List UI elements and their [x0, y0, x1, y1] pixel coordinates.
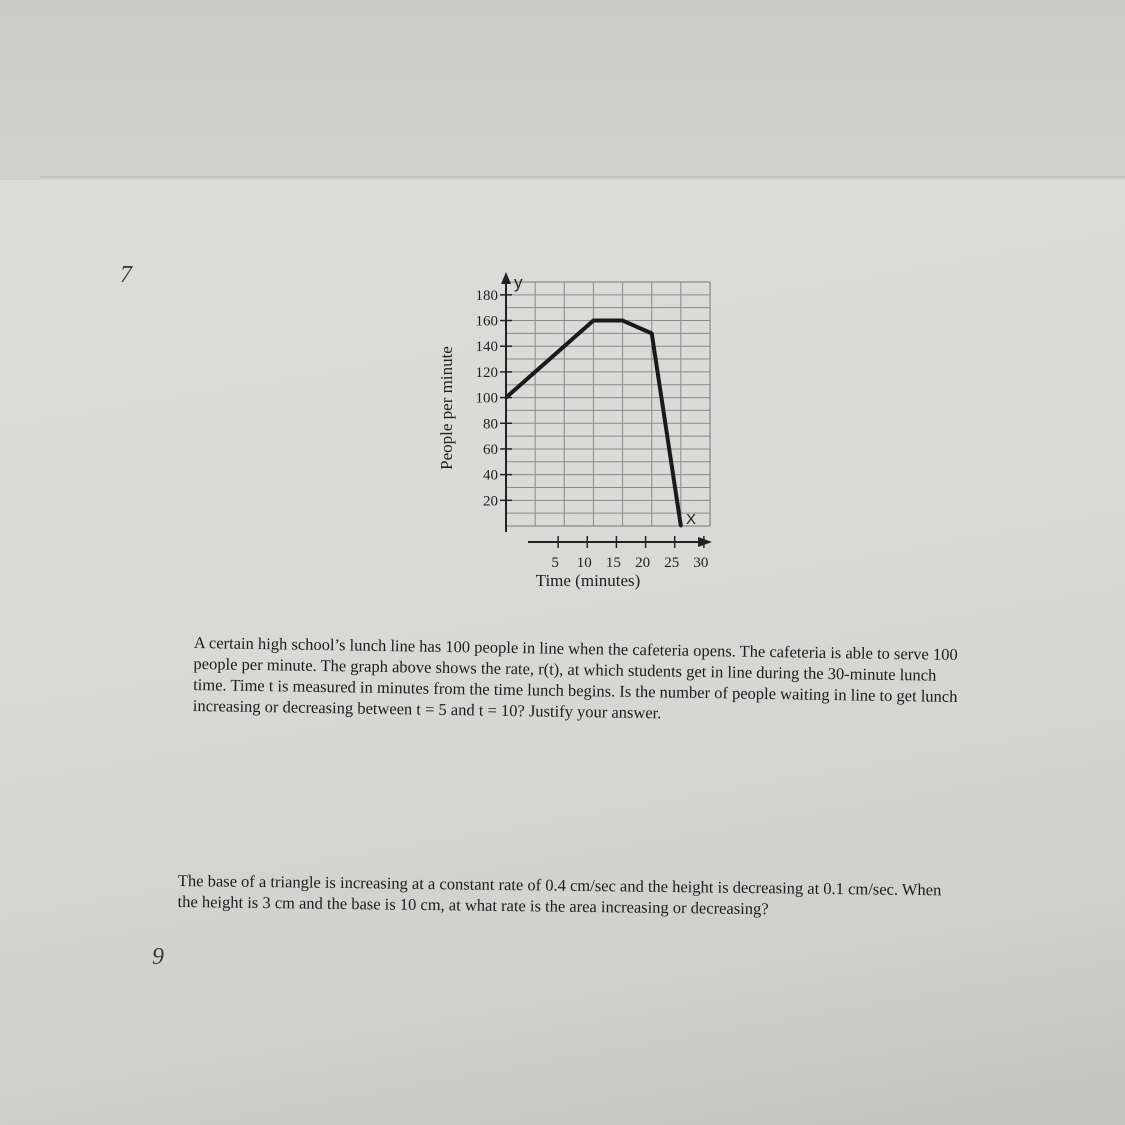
page-edge: [40, 176, 1125, 180]
x-axis-letter: X: [686, 511, 697, 528]
y-tick-label: 20: [483, 493, 498, 510]
y-axis-title: People per minute: [437, 346, 456, 470]
data-point: [679, 525, 682, 528]
x-tick-label: 30: [693, 555, 709, 571]
y-tick-label: 120: [475, 364, 498, 381]
data-point: [505, 396, 508, 399]
x-tick-label: 15: [605, 555, 621, 571]
x-axis-arrow: [698, 537, 712, 547]
x-tick-label: 10: [576, 555, 592, 571]
y-tick-label: 160: [475, 313, 498, 330]
problem-number-9: 9: [152, 944, 164, 970]
y-axis-arrow: [501, 272, 511, 284]
y-tick-label: 100: [475, 390, 498, 407]
data-point: [650, 332, 653, 335]
problem-number-7: 7: [120, 262, 132, 288]
y-tick-label: 40: [483, 467, 498, 484]
problem-7-paragraph: A certain high school’s lunch line has 100 people in line when the cafeteria opens. The cafeteria is able to serve 100 people per minute. The graph above shows the rate, r(t), at which students get in line during the 30-minute lunch time. Time t is measured in minutes from the time lunch begins. Is the number of people waiting in line to get lunch increasing or decreasing between t = 5 and t = 10? Justify your answer.: [192, 632, 958, 723]
problem-7-text: [193, 632, 964, 728]
x-tick-label: 20: [635, 555, 651, 571]
problem-9-paragraph: The base of a triangle is increasing at a constant rate of 0.4 cm/sec and the height is decreasing at 0.1 cm/sec. When the height is 3 cm and the base is 10 cm, at what rate is the area increasing or decreasing?: [177, 870, 942, 919]
data-point: [621, 319, 624, 322]
x-axis-title: Time (minutes): [535, 571, 641, 590]
y-tick-label: 60: [483, 441, 498, 458]
data-point: [592, 319, 595, 322]
y-tick-label: 180: [475, 287, 498, 304]
y-tick-label: 140: [475, 339, 498, 356]
chart-svg: [420, 268, 740, 598]
rate-chart: [420, 268, 740, 598]
y-axis-letter: y: [514, 273, 523, 292]
y-tick-label: 80: [483, 416, 498, 433]
x-tick-label: 5: [551, 555, 559, 571]
desk-background: [0, 0, 1125, 178]
x-tick-label: 25: [664, 555, 680, 571]
